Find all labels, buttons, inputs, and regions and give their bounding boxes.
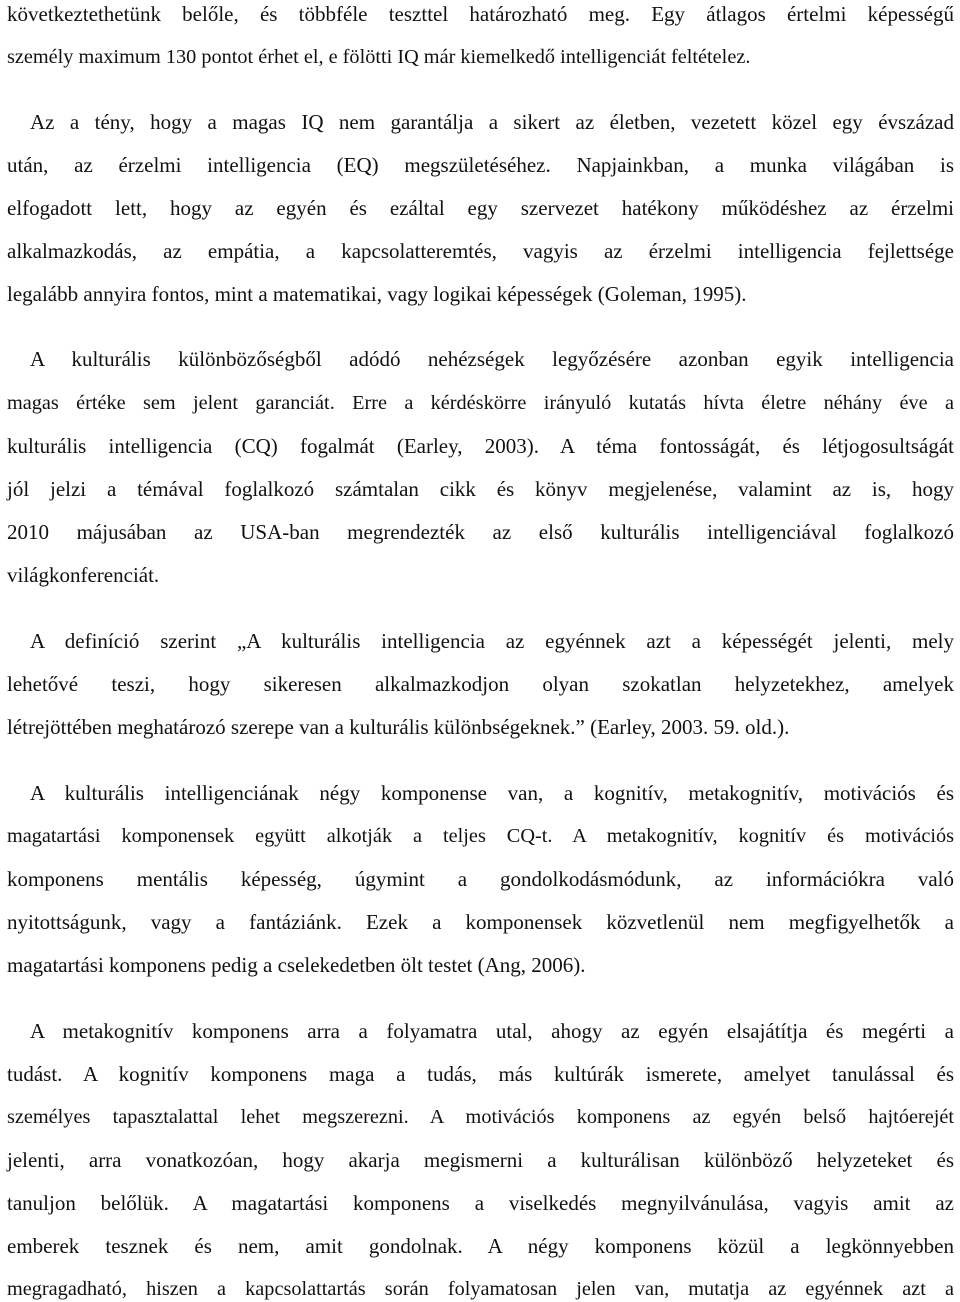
text-line: magas értéke sem jelent garanciát. Erre a kérdéskörre irányuló kutatás hívta életre néhány éve a: [7, 392, 954, 414]
text-line: A kulturális különbözőségből adódó nehézségek legyőzésére azonban egyik intelligencia: [30, 347, 954, 371]
text-line: lehetővé teszi, hogy sikeresen alkalmazkodjon olyan szokatlan helyzetekhez, amelyek: [7, 672, 954, 696]
text-line: jelenti, arra vonatkozóan, hogy akarja megismerni a kulturálisan különböző helyzeteket és: [7, 1148, 954, 1172]
text-line: jól jelzi a témával foglalkozó számtalan cikk és könyv megjelenése, valamint az is, hogy: [7, 477, 954, 501]
text-line: elfogadott lett, hogy az egyén és ezáltal egy szervezet hatékony működéshez az érzelmi: [7, 196, 954, 220]
text-line: magatartási komponens pedig a cselekedetben ölt testet (Ang, 2006).: [7, 953, 586, 977]
text-line: emberek tesznek és nem, amit gondolnak. A négy komponens közül a legkönnyebben: [7, 1234, 954, 1258]
text-line: világkonferenciát.: [7, 563, 160, 587]
text-line: magatartási komponensek együtt alkotják a teljes CQ-t. A metakognitív, kognitív és motivációs: [7, 825, 954, 847]
text-line: személyes tapasztalattal lehet megszerezni. A motivációs komponens az egyén belső hajtóerejét: [7, 1106, 954, 1128]
text-line: A kulturális intelligenciának négy komponense van, a kognitív, metakognitív, motivációs és: [30, 781, 954, 805]
text-line: kulturális intelligencia (CQ) fogalmát (Earley, 2003). A téma fontosságát, és létjogosultságát: [7, 434, 954, 458]
text-line: tudást. A kognitív komponens maga a tudás, más kultúrák ismerete, amelyet tanulással és: [7, 1062, 954, 1086]
text-line: nyitottságunk, vagy a fantáziánk. Ezek a komponensek közvetlenül nem megfigyelhetők a: [7, 910, 954, 934]
text-line: megragadható, hiszen a kapcsolattartás során folyamatosan jelen van, mutatja az egyénnek azt a: [7, 1278, 954, 1300]
text-line: létrejöttében meghatározó szerepe van a kulturális különbségeknek.” (Earley, 2003. 59. old.).: [7, 715, 790, 739]
text-line: után, az érzelmi intelligencia (EQ) megszületéséhez. Napjainkban, a munka világában is: [7, 153, 954, 177]
text-line: következtethetünk belőle, és többféle teszttel határozható meg. Egy átlagos értelmi képességű: [7, 2, 954, 26]
text-line: tanuljon belőlük. A magatartási komponens a viselkedés megnyilvánulása, vagyis amit az: [7, 1191, 954, 1215]
text-line: komponens mentális képesség, úgymint a gondolkodásmódunk, az információkra való: [7, 867, 954, 891]
text-line: személy maximum 130 pontot érhet el, e fölötti IQ már kiemelkedő intelligenciát feltételez.: [7, 46, 751, 68]
text-line: A metakognitív komponens arra a folyamatra utal, ahogy az egyén elsajátítja és megérti a: [30, 1019, 954, 1043]
text-line: legalább annyira fontos, mint a matematikai, vagy logikai képességek (Goleman, 1995).: [7, 282, 747, 306]
text-line: Az a tény, hogy a magas IQ nem garantálja a sikert az életben, vezetett közel egy évszázad: [30, 110, 954, 134]
text-line: A definíció szerint „A kulturális intelligencia az egyénnek azt a képességét jelenti, mely: [30, 629, 954, 653]
text-line: 2010 májusában az USA-ban megrendezték az első kulturális intelligenciával foglalkozó: [7, 520, 954, 544]
text-line: alkalmazkodás, az empátia, a kapcsolatteremtés, vagyis az érzelmi intelligencia fejlettsége: [7, 239, 954, 263]
